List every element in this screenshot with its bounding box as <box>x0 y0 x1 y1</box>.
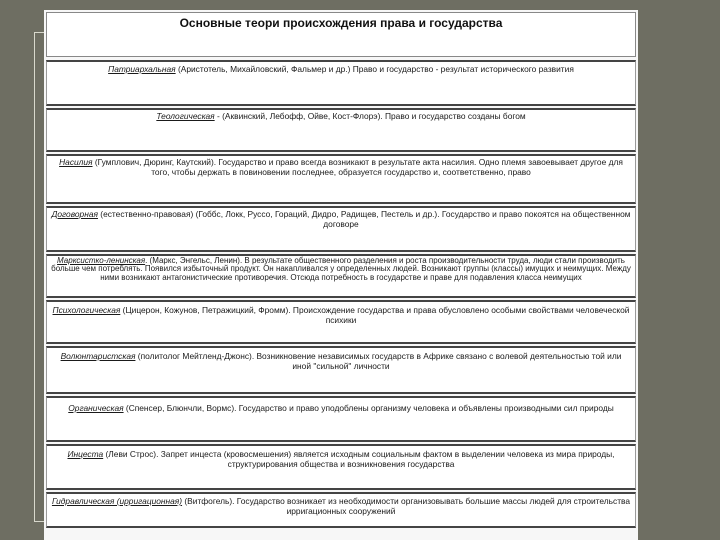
page-title: Основные теори происхождения права и государства <box>179 16 503 30</box>
theory-text <box>47 156 635 177</box>
theory-description: (Витфогель). Государство возникает из необходимости организовывать большие массы людей для строительства ирригационных сооружений <box>182 496 631 516</box>
theory-term: Волюнтаристская <box>60 351 136 361</box>
theory-text <box>47 446 635 469</box>
theory-text <box>47 110 635 122</box>
theory-description: - (Аквинский, Лебофф, Ойве, Кост-Флорэ). Право и государство созданы богом <box>214 111 526 121</box>
theory-row-theological <box>46 108 636 152</box>
theory-text <box>47 62 635 75</box>
theory-row-patriarchal <box>46 60 636 106</box>
theory-description: (Аристотель, Михайловский, Фальмер и др.) Право и государство - результат исторического развития <box>175 64 574 74</box>
theory-description: (политолог Мейтленд-Джонс). Возникновение независимых государств в Африке связано с волевой деятельностью той или иной "сильной" личности <box>135 351 622 371</box>
theory-term: Договорная <box>51 209 98 219</box>
theory-row-violence <box>46 154 636 204</box>
theory-text <box>47 398 635 414</box>
theory-text <box>47 494 635 516</box>
theory-row-psychological <box>46 300 636 344</box>
theory-row-incest <box>46 444 636 490</box>
title-box <box>46 12 636 57</box>
theory-row-voluntarist <box>46 346 636 394</box>
theory-term: Психологическая <box>52 305 121 315</box>
theory-description: . (Маркс, Энгельс, Ленин). В результате общественного разделения и роста производительности труда, люди стали производить больше чем потреблять. Появился избыточный продукт. Он накапливался у определенных людей. Возникают группы (классы) имущих и неимущих. Между ними возникают антагонистические противоречия. Отсюда потребность в государстве и праве для подавления класса неимущих <box>51 256 631 282</box>
theory-description: (Цицерон, Кожунов, Петражицкий, Фромм). Происхождение государства и права обусловлено особыми свойствами человеческой психики <box>120 305 630 325</box>
theory-description: (Леви Строс). Запрет инцеста (кровосмешения) является исходным социальным фактом в выделении человека из мира природы, структурирования общества и возникновения государства <box>103 449 615 469</box>
theory-term: Органическая <box>68 403 124 413</box>
theory-row-marxist <box>46 254 636 298</box>
theory-text <box>47 256 635 282</box>
theory-term: Насилия <box>59 157 93 167</box>
theory-row-hydraulic <box>46 492 636 528</box>
theory-term: Марксистко-ленинская <box>57 256 146 265</box>
theory-term: Теологическая <box>156 111 215 121</box>
theory-row-organic <box>46 396 636 442</box>
theory-description: (Спенсер, Блюнчли, Вормс). Государство и право уподоблены организму человека и объявлены производными сил природы <box>123 403 614 413</box>
theory-description: (естественно-правовая) (Гоббс, Локк, Руссо, Гораций, Дидро, Радищев, Пестель и др.). Государство и право покоятся на общественном договоре <box>97 209 631 229</box>
theory-term: Гидравлическая (ирригационная) <box>51 496 183 506</box>
theory-description: (Гумплович, Дюринг, Каутский). Государство и право всегда возникают в результате акта насилия. Одно племя завоевывает другое для того, чтобы держать в повиновении последнее, образуется государство и, соответственно, право <box>92 157 623 177</box>
theory-text <box>47 348 635 371</box>
theory-text <box>47 208 635 229</box>
theory-row-contractual <box>46 206 636 252</box>
theory-text <box>47 302 635 325</box>
theory-term: Инцеста <box>67 449 104 459</box>
theory-term: Патриархальная <box>108 64 176 74</box>
